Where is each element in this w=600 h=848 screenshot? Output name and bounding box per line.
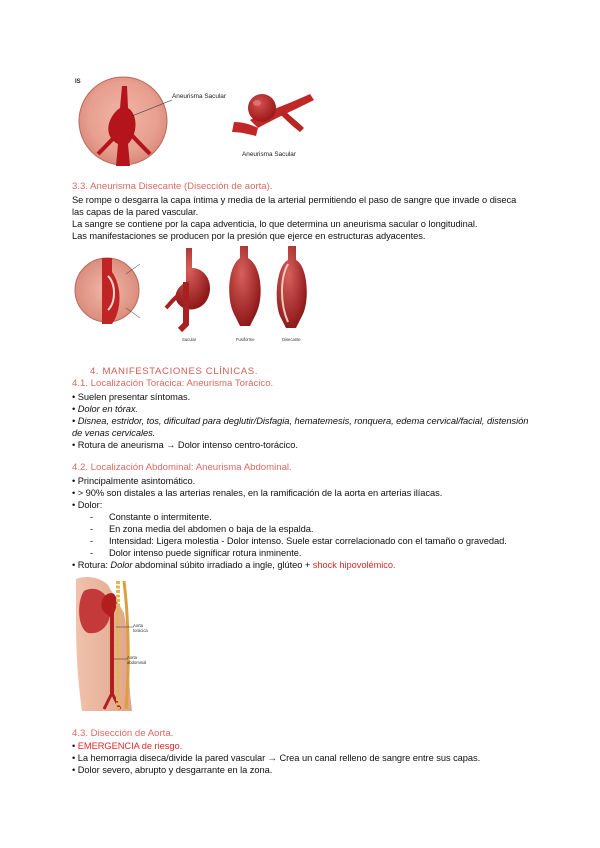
bullet-item-emergency (72, 740, 182, 753)
figure-label-saccular-left: Aneurisma Sacular (172, 93, 226, 100)
bullet-item-continuation: de venas cervicales. (72, 428, 156, 438)
section-heading-3-3: 3.3. Aneurisma Disecante (Disección de aorta). (72, 181, 273, 192)
paragraph-line: Se rompe o desgarra la capa íntima y media de la arterial permitiendo el paso de sangre que invade o diseca (72, 195, 517, 205)
figure-label-fusiforme: Fusiforme (236, 337, 255, 342)
dash-marker: - (90, 536, 94, 546)
rotura-highlight: shock hipovolémico. (312, 560, 396, 570)
section-heading-4-1: 4.1. Localización Torácica: Aneurisma Torácico. (72, 378, 274, 389)
bullet-item: • Dolor: (72, 500, 103, 510)
section-heading-4: 4. MANIFESTACIONES CLÍNICAS. (90, 366, 259, 377)
label-line: Aorta (133, 623, 144, 628)
figure-aneurysm-types (74, 244, 310, 344)
aorta-anatomy-illustration (74, 573, 174, 713)
dash-item: Dolor intenso puede significar rotura inminente. (109, 548, 302, 558)
rotura-middle: abdominal súbito irradiado a ingle, glúteo + (132, 560, 313, 570)
label-aorta-toracica (133, 623, 148, 633)
bullet-item: • Dolor severo, abrupto y desgarrante en la zona. (72, 765, 273, 775)
label-line: torácica (133, 628, 148, 633)
emergency-highlight: EMERGENCIA de riesgo. (77, 741, 183, 751)
figure-saccular-aneurysm (72, 74, 324, 166)
dash-item: Intensidad: Ligera molestia - Dolor intenso. Suele estar correlacionado con el tamaño o gravedad. (109, 536, 507, 546)
bullet-item: • Dolor en tórax. (72, 404, 138, 414)
label-line: abdominal (127, 660, 147, 665)
bullet-item: • Suelen presentar síntomas. (72, 392, 191, 402)
figure-label-sacular: Sacular (182, 337, 197, 342)
paragraph-line: las capas de la pared vascular. (72, 207, 199, 217)
dash-item: En zona media del abdomen o baja de la espalda. (109, 524, 314, 534)
paragraph-line: Las manifestaciones se producen por la presión que ejerce en estructuras adyacentes. (72, 231, 426, 241)
dash-marker: - (90, 524, 94, 534)
dash-marker: - (90, 512, 94, 522)
emergency-prefix: • (72, 741, 78, 751)
bullet-item: • Rotura de aneurisma → Dolor intenso centro-torácico. (72, 440, 298, 450)
figure-corner-label: IS (75, 79, 81, 85)
aneurysm-types-illustration (74, 244, 310, 344)
rotura-italic: Dolor (110, 560, 133, 570)
paragraph-line: La sangre se contiene por la capa adventicia, lo que determina un aneurisma sacular o longitudinal. (72, 219, 478, 229)
label-line: Aorta (127, 655, 138, 660)
figure-aorta-anatomy (74, 573, 174, 713)
bullet-item: • Disnea, estridor, tos, dificultad para deglutir/Disfagia, hematemesis, ronquera, edema cervical/facial, distensión (72, 416, 529, 426)
bullet-item-rotura (72, 559, 396, 572)
label-aorta-abdominal (127, 655, 146, 665)
dash-marker: - (90, 548, 94, 558)
bullet-item: • > 90% son distales a las arterias renales, en la ramificación de la aorta en arterias ilíacas. (72, 488, 443, 498)
figure-label-disecante: Disecante (282, 337, 301, 342)
bullet-item: • Principalmente asintomático. (72, 476, 196, 486)
rotura-prefix: • Rotura: (72, 560, 111, 570)
figure-label-saccular-right: Aneurisma Sacular (242, 151, 296, 158)
section-heading-4-3: 4.3. Disección de Aorta. (72, 728, 174, 739)
section-heading-4-2: 4.2. Localización Abdominal: Aneurisma Abdominal. (72, 462, 292, 473)
bullet-item: • La hemorragia diseca/divide la pared vascular → Crea un canal relleno de sangre entre sus capas. (72, 753, 481, 763)
dash-item: Constante o intermitente. (109, 512, 212, 522)
